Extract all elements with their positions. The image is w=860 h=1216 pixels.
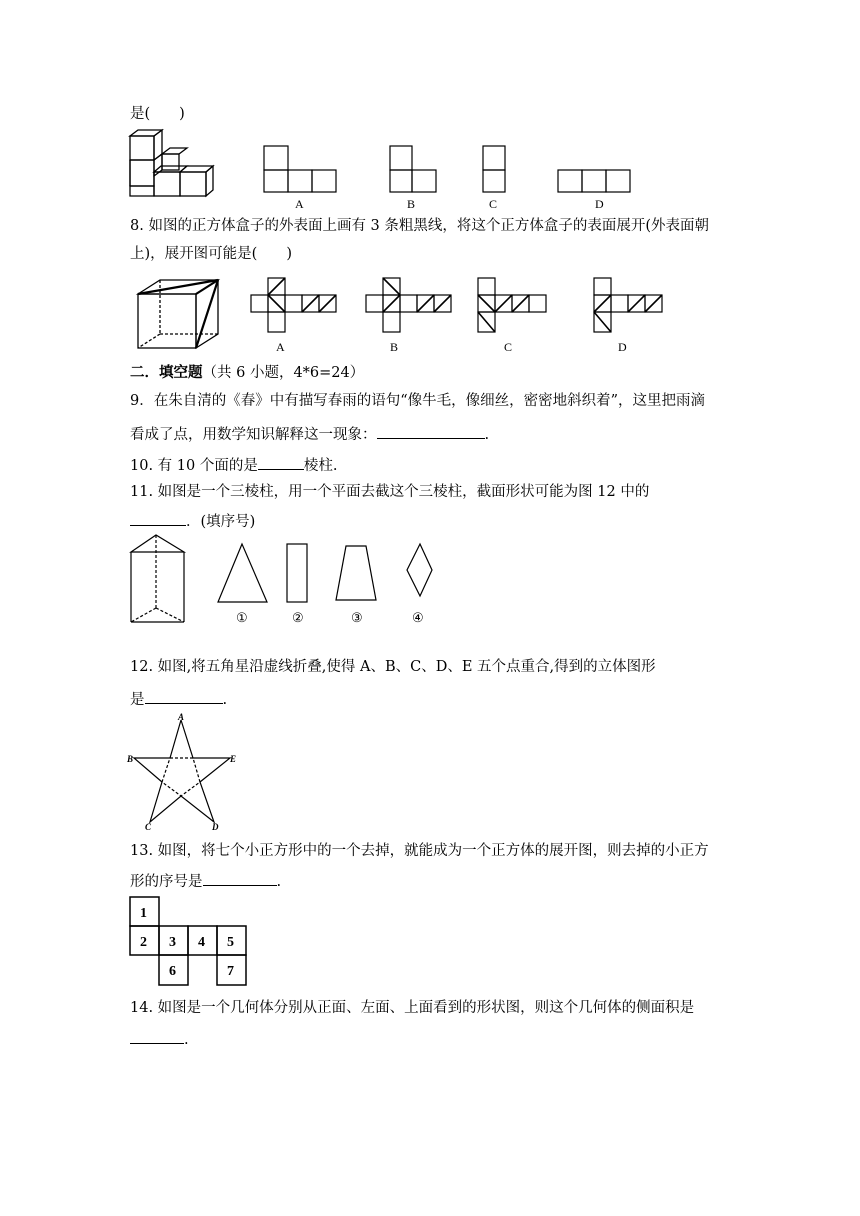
q7-option-b-figure: [390, 146, 436, 192]
q7-option-c-figure: [483, 146, 505, 192]
q11-shape-trapezoid: [336, 546, 376, 600]
q8-option-a-net: [251, 278, 336, 332]
q7-figure: [125, 128, 645, 214]
q12-point-d: D: [212, 822, 219, 830]
q12-point-a: A: [178, 712, 185, 722]
q12-point-c: C: [145, 822, 152, 830]
q8-label-a: A: [276, 340, 285, 354]
q7-label-b: B: [407, 197, 416, 211]
q12-point-e: E: [230, 754, 237, 764]
q8-label-c: C: [504, 340, 513, 354]
q8-line2: 上)，展开图可能是( ): [130, 246, 292, 262]
q12-point-b: B: [127, 754, 134, 764]
q13-num-7: 7: [227, 964, 234, 979]
section-2-note: （共 6 小题，4*6=24）: [202, 365, 365, 381]
q10-answer-blank[interactable]: [258, 454, 304, 470]
q8-label-d: D: [618, 340, 627, 354]
q10-pre: 10. 有 10 个面的是: [130, 458, 258, 474]
q7-label-c: C: [489, 197, 498, 211]
q11-label-2: ②: [292, 610, 304, 625]
q7-label-a: A: [295, 197, 304, 211]
q11-line1: 11. 如图是一个三棱柱，用一个平面去截这个三棱柱，截面形状可能为图 12 中的: [130, 484, 650, 500]
section-2-title: 二．填空题: [130, 364, 203, 381]
q13-line2: [130, 870, 281, 892]
section-2-heading: [130, 363, 364, 383]
q12-answer-blank[interactable]: [145, 688, 223, 704]
q8-option-c-net: [478, 278, 546, 332]
q11-answer-blank[interactable]: [130, 510, 186, 526]
q7-stacked-cubes: [130, 130, 213, 196]
q11-shape-triangle: [218, 544, 267, 602]
q13-num-1: 1: [140, 906, 147, 921]
q8-option-b-net: [366, 278, 451, 332]
q8-option-d-net: [594, 278, 662, 332]
q13-num-5: 5: [227, 935, 234, 950]
q12-line2: [130, 688, 227, 710]
q11-label-3: ③: [351, 610, 363, 625]
q7-tail-text: 是( ): [130, 106, 185, 122]
q9-line2-text: 看成了点，用数学知识解释这一现象：: [130, 427, 377, 443]
q12-star-outline: [134, 720, 230, 822]
q13-grid-figure: [129, 896, 253, 988]
q7-option-a-figure: [264, 146, 336, 192]
q11-shape-rhombus: [407, 544, 432, 596]
q7-option-d-figure: [558, 170, 630, 192]
q13-line1: 13. 如图，将七个小正方形中的一个去掉，就能成为一个正方体的展开图，则去掉的小正方: [130, 843, 709, 859]
q12-fold-lines: [162, 758, 200, 796]
q11-figure: [126, 530, 446, 630]
q13-line2-post: .: [276, 874, 282, 890]
q9-line2: [130, 423, 489, 445]
q14-answer-blank[interactable]: [130, 1028, 184, 1044]
q13-num-3: 3: [169, 935, 176, 950]
q13-num-4: 4: [198, 935, 205, 950]
q13-line2-pre: 形的序号是: [130, 874, 203, 890]
q11-triangular-prism: [131, 535, 184, 622]
q8-figure: [130, 272, 675, 358]
q7-label-d: D: [595, 197, 604, 211]
q11-line2: [130, 510, 255, 532]
q8-cube: [138, 280, 218, 348]
q14-line1: 14. 如图是一个几何体分别从正面、左面、上面看到的形状图，则这个几何体的侧面积是: [130, 1000, 695, 1016]
q14-line2-post: .: [184, 1032, 189, 1048]
q13-answer-blank[interactable]: [203, 870, 277, 886]
q9-answer-blank[interactable]: [377, 423, 485, 439]
q10-post: 棱柱.: [303, 458, 338, 474]
q8-label-b: B: [390, 340, 399, 354]
q11-label-4: ④: [412, 610, 424, 625]
q12-line2-pre: 是: [130, 692, 145, 708]
q13-num-2: 2: [140, 935, 147, 950]
q14-line2: [130, 1028, 189, 1050]
q13-num-6: 6: [169, 964, 176, 979]
q8-line1: 8. 如图的正方体盒子的外表面上画有 3 条粗黑线，将这个正方体盒子的表面展开(外表面朝: [130, 218, 710, 234]
q12-star-figure: [126, 710, 246, 830]
q11-label-1: ①: [236, 610, 248, 625]
q12-line1: 12. 如图,将五角星沿虚线折叠,使得 A、B、C、D、E 五个点重合,得到的立体图形: [130, 659, 656, 675]
q12-line2-post: .: [222, 692, 228, 708]
q10-line: [130, 454, 337, 476]
q9-line1: 9．在朱自清的《春》中有描写春雨的语句“像牛毛，像细丝，密密地斜织着”，这里把雨滴: [130, 393, 706, 409]
q11-line2-post: ．(填序号): [186, 514, 256, 530]
q9-end: .: [484, 427, 490, 443]
q11-shape-rectangle: [287, 544, 307, 602]
